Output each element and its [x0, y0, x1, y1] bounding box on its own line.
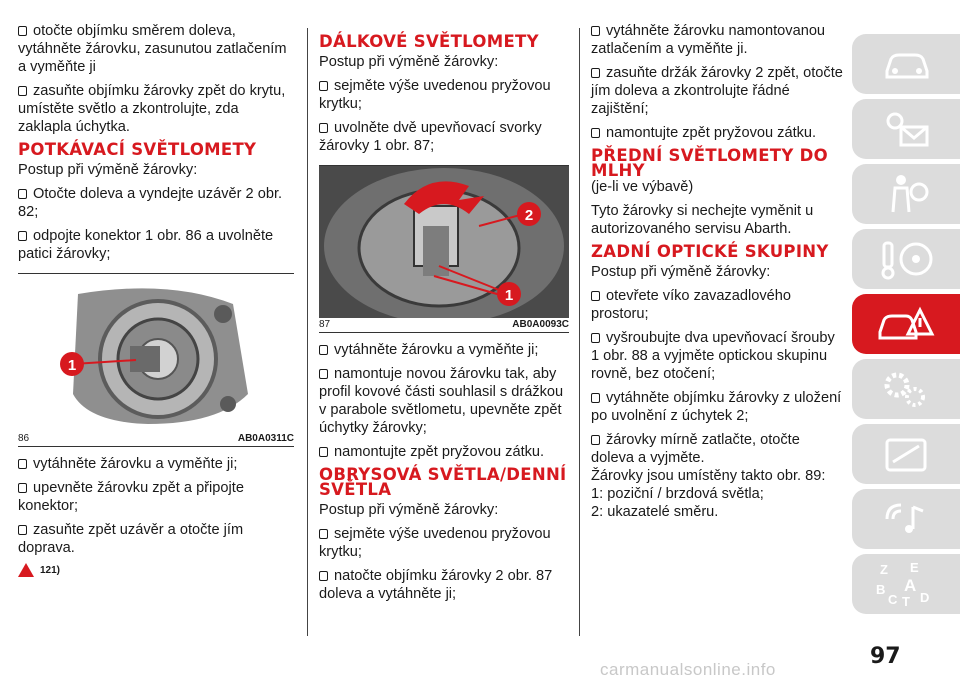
tab-in-emergency[interactable] [852, 294, 960, 354]
checkbox-bullet-icon [319, 369, 328, 379]
car-icon [879, 47, 933, 81]
figure-caption [319, 318, 569, 332]
paragraph: Postup při výměně žárovky: [319, 54, 499, 70]
list-item: namontujte zpět pryžovou zátku. [319, 443, 569, 461]
list-item: odpojte konektor 1 obr. 86 a uvolněte patici žárovky; [18, 228, 274, 262]
section-heading: POTKÁVACÍ SVĚTLOMETY [18, 140, 257, 159]
list-item: upevněte žárovku zpět a připojte konektor; [18, 480, 244, 514]
callout-label: 2 [524, 207, 534, 224]
list-item: sejměte výše uvedenou pryžovou krytku; [319, 526, 551, 560]
watermark: carmanualsonline.info [600, 660, 776, 679]
column-divider [579, 28, 580, 636]
checkbox-bullet-icon [18, 26, 27, 36]
column-divider [307, 28, 308, 636]
list-item: natočte objímku žárovky 2 obr. 87 doleva a vytáhněte ji; [319, 568, 553, 602]
chapter-tabs [852, 34, 960, 619]
checkbox-bullet-icon [591, 333, 600, 343]
figure-code: AB0A0311C [237, 433, 294, 444]
figure-number: 87 [319, 319, 331, 330]
high-beam-photo [319, 166, 569, 318]
section-heading: DÁLKOVÉ SVĚTLOMETY [319, 32, 539, 51]
figure-number: 86 [18, 433, 30, 444]
list-item: zasuňte objímku žárovky zpět do krytu, umístěte světlo a zkontrolujte, zda zaklapla úchytka. [18, 83, 286, 135]
list-item: Otočte doleva a vyndejte uzávěr 2 obr. 82; [18, 186, 283, 220]
figure-caption [18, 432, 294, 446]
checkbox-bullet-icon [18, 86, 27, 96]
checkbox-bullet-icon [18, 231, 27, 241]
checkbox-bullet-icon [319, 447, 328, 457]
callout-label: 1 [504, 287, 514, 304]
tab-dashboard[interactable] [852, 34, 960, 94]
multimedia-icon [879, 497, 933, 541]
key-steering-wheel-icon [876, 237, 936, 281]
gears-icon [879, 367, 933, 411]
checkbox-bullet-icon [18, 525, 27, 535]
list-item: vytáhněte žárovku a vyměňte ji; [319, 341, 569, 359]
list-item: zasuňte zpět uzávěr a otočte jím doprava. [18, 522, 244, 556]
list-item: otočte objímku směrem doleva, vytáhněte žárovku, zasunutou zatlačením a vyměňte ji [18, 23, 287, 75]
checkbox-bullet-icon [591, 435, 600, 445]
checkbox-bullet-icon [18, 189, 27, 199]
column-1 [18, 22, 294, 577]
checkbox-bullet-icon [591, 26, 600, 36]
list-item: vyšroubujte dva upevňovací šrouby 1 obr. 88 a vyjměte optickou skupinu rovně, bez otočení; [591, 330, 835, 382]
list-item: vytáhněte objímku žárovky z uložení po uvolnění z úchytek 2; [591, 390, 842, 424]
checkbox-bullet-icon [319, 571, 328, 581]
headlamp-photo [18, 274, 294, 432]
checkbox-bullet-icon [591, 291, 600, 301]
column-3 [591, 22, 843, 527]
warning-icon [18, 563, 34, 577]
section-heading: OBRYSOVÁ SVĚTLA/DENNÍ SVĚTLA [319, 465, 567, 499]
list-item: vytáhněte žárovku namontovanou zatlačením a vyměňte ji. [591, 23, 826, 57]
page-number: 97 [870, 644, 901, 669]
list-item: žárovky mírně zatlačte, otočte doleva a vyjměte. [591, 432, 800, 466]
checkbox-bullet-icon [591, 128, 600, 138]
section-heading: PŘEDNÍ SVĚTLOMETY DO MLHY [591, 146, 828, 180]
paragraph: Postup při výměně žárovky: [18, 162, 198, 178]
figure-87 [319, 165, 569, 333]
tab-maintenance[interactable] [852, 359, 960, 419]
checkbox-bullet-icon [18, 483, 27, 493]
emergency-car-icon [876, 302, 936, 346]
list-item: namontuje novou žárovku tak, aby profil kovové části souhlasil s drážkou v parabole světlometu, upevněte zpět úchytky žárovky; [319, 366, 564, 436]
tools-icon [879, 432, 933, 476]
checkbox-bullet-icon [591, 393, 600, 403]
list-item: sejměte výše uvedenou pryžovou krytku; [319, 78, 551, 112]
paragraph: Žárovky jsou umístěny takto obr. 89: [591, 468, 826, 484]
checkbox-bullet-icon [319, 123, 328, 133]
paragraph: 1: poziční / brzdová světla; [591, 486, 764, 502]
warning-note: 121) [18, 563, 294, 577]
lights-message-icon [879, 107, 933, 151]
tab-index[interactable] [852, 554, 960, 614]
tab-multimedia[interactable] [852, 489, 960, 549]
list-item: namontujte zpět pryžovou zátku. [591, 124, 843, 142]
checkbox-bullet-icon [319, 529, 328, 539]
list-item: zasuňte držák žárovky 2 zpět, otočte jím doleva a zkontrolujte řádné zajištění; [591, 65, 843, 117]
section-heading: ZADNÍ OPTICKÉ SKUPINY [591, 242, 829, 261]
figure-86 [18, 273, 294, 447]
checkbox-bullet-icon [18, 459, 27, 469]
alphabet-index-icon: Z E B A C T D [876, 560, 930, 609]
checkbox-bullet-icon [319, 81, 328, 91]
tab-starting-driving[interactable] [852, 229, 960, 289]
checkbox-bullet-icon [319, 345, 328, 355]
tab-warning-lights[interactable] [852, 99, 960, 159]
paragraph: Postup při výměně žárovky: [591, 264, 771, 280]
figure-code: AB0A0093C [512, 319, 569, 330]
paragraph: 2: ukazatelé směru. [591, 504, 719, 520]
list-item: otevřete víko zavazadlového prostoru; [591, 288, 791, 322]
checkbox-bullet-icon [591, 68, 600, 78]
tab-technical-data[interactable] [852, 424, 960, 484]
list-item: vytáhněte žárovku a vyměňte ji; [18, 455, 294, 473]
paragraph: Postup při výměně žárovky: [319, 502, 499, 518]
seatbelt-airbag-icon [879, 172, 933, 216]
callout-label: 1 [67, 357, 77, 374]
paragraph: Tyto žárovky si nechejte vyměnit u autorizovaného servisu Abarth. [591, 203, 814, 237]
column-2 [319, 22, 569, 609]
list-item: uvolněte dvě upevňovací svorky žárovky 1 obr. 87; [319, 120, 542, 154]
paragraph: (je-li ve výbavě) [591, 179, 694, 195]
tab-safety[interactable] [852, 164, 960, 224]
